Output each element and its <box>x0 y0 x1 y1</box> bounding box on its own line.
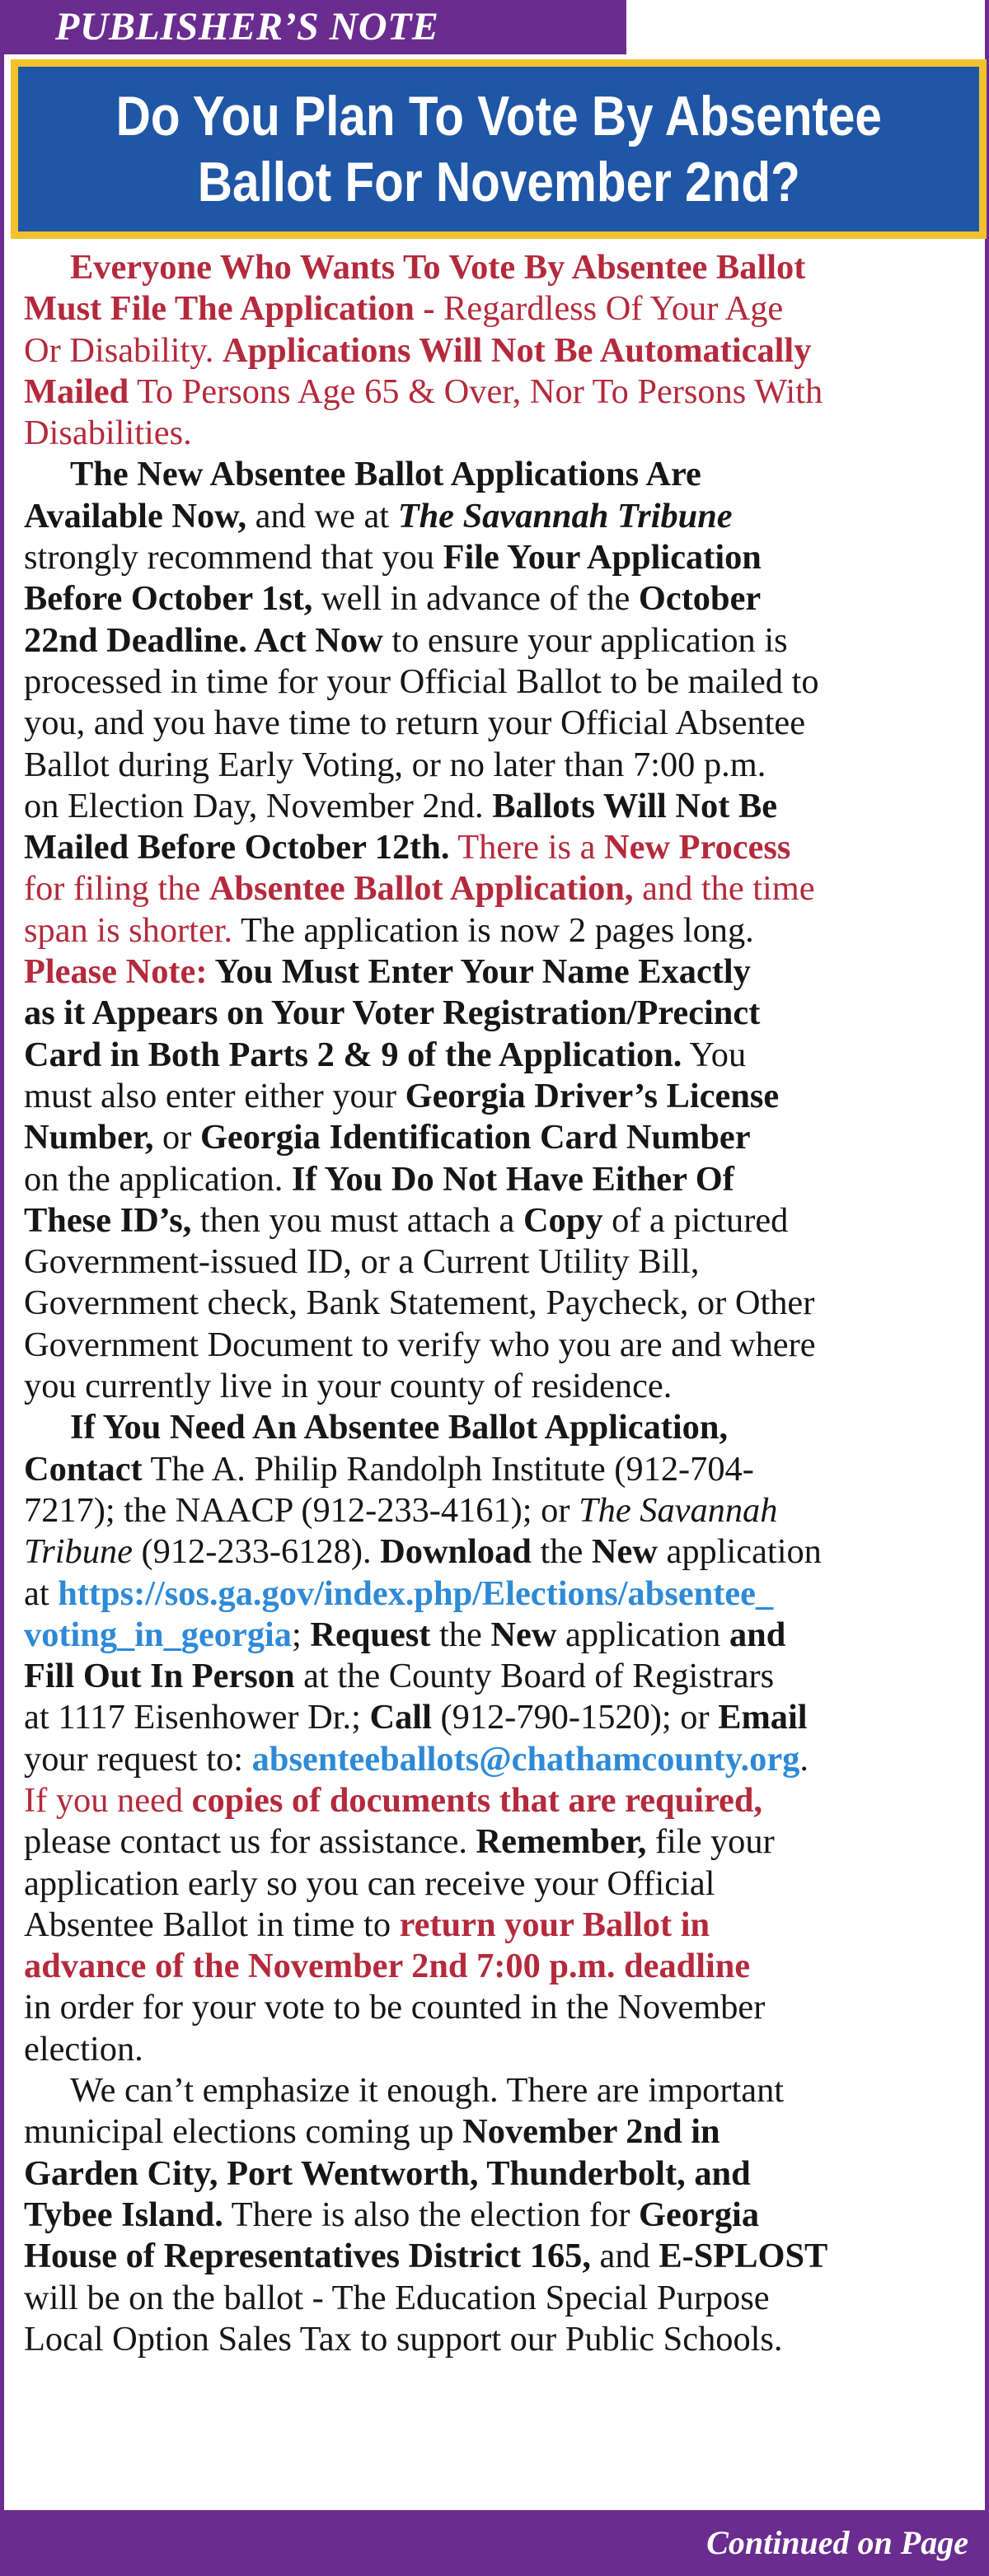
text-span: of a pictured <box>602 1200 789 1240</box>
text-span: Local Option Sales Tax to support our Public Schools. <box>24 2319 783 2359</box>
text-span: Georgia Driver’s License <box>405 1076 780 1115</box>
text-span: or <box>153 1118 200 1157</box>
text-line <box>24 951 973 993</box>
text-span: then you must attach a <box>191 1200 523 1240</box>
text-line <box>24 1159 973 1200</box>
text-span: please contact us for assistance. <box>24 1822 476 1862</box>
text-span: at the County Board of Registrars <box>294 1657 775 1696</box>
text-line <box>24 786 973 827</box>
text-span: Absentee Ballot Application, <box>209 869 634 909</box>
text-span: application early so you can receive your Official <box>24 1863 715 1903</box>
text-span: The Savannah <box>579 1490 778 1530</box>
text-span: the <box>531 1532 592 1572</box>
text-span: Or Disability. <box>24 330 223 370</box>
text-span: advance of the November 2nd 7:00 p.m. deadline <box>24 1947 751 1986</box>
text-line <box>24 2070 973 2111</box>
text-line <box>24 1780 973 1821</box>
text-span: If You Need An Absentee Ballot Application, <box>70 1408 729 1447</box>
text-span: application <box>556 1615 729 1654</box>
text-span: Request <box>310 1615 431 1654</box>
article-body <box>24 247 973 2360</box>
text-span: at <box>24 1573 59 1613</box>
text-span: your request to: <box>24 1739 252 1779</box>
text-span: Fill Out In Person <box>24 1657 295 1696</box>
text-span: the <box>430 1615 491 1654</box>
section-label: PUBLISHER’S NOTE <box>4 0 626 54</box>
text-span: Tribune <box>24 1532 133 1572</box>
text-span: Available Now, <box>24 496 247 535</box>
text-line <box>24 1905 973 1946</box>
text-line <box>24 1573 973 1615</box>
text-line <box>24 1531 973 1573</box>
text-span: Mailed Before October 12th. <box>24 828 450 867</box>
text-span: Card in Both Parts 2 & 9 of the Application. <box>24 1035 682 1074</box>
text-line <box>24 827 973 868</box>
text-line <box>24 1117 973 1158</box>
headline-box <box>11 59 987 239</box>
headline <box>115 83 881 215</box>
text-span: Email <box>718 1698 808 1737</box>
text-span: If You Do Not Have Either Of <box>291 1159 734 1199</box>
text-span: Ballots Will Not Be <box>492 786 778 825</box>
text-span: municipal elections coming up <box>24 2112 463 2152</box>
text-line <box>24 1035 973 1076</box>
text-line <box>24 330 973 372</box>
link-text[interactable]: voting_in_georgia <box>24 1615 292 1654</box>
text-span: and the time <box>633 869 815 909</box>
text-span: File Your Application <box>443 538 762 577</box>
text-span: to ensure your application is <box>382 620 788 660</box>
text-span: at 1117 Eisenhower Dr.; <box>24 1698 370 1737</box>
text-span: for filing the <box>24 869 209 909</box>
text-line <box>24 1697 973 1738</box>
text-line <box>24 1490 973 1531</box>
text-span: Georgia <box>639 2195 760 2234</box>
text-span: (912-233-6128). <box>132 1532 381 1572</box>
text-span: Download <box>380 1532 532 1572</box>
text-span: Call <box>369 1698 432 1737</box>
text-line <box>24 868 973 909</box>
text-line <box>24 1946 973 1987</box>
text-span: There is also the election for <box>223 2195 640 2234</box>
text-span: If you need <box>24 1780 192 1820</box>
text-line <box>24 413 973 454</box>
text-line <box>24 1656 973 1697</box>
text-line <box>24 703 973 744</box>
text-line <box>24 993 973 1034</box>
text-span: The New Absentee Ballot Applications Are <box>70 455 701 494</box>
text-span: Tybee Island. <box>24 2195 223 2234</box>
text-span: Georgia Identification Card Number <box>199 1118 751 1157</box>
text-span: House of Representatives District 165, <box>24 2237 591 2276</box>
text-line <box>24 910 973 951</box>
text-span: Contact <box>24 1449 143 1489</box>
text-span: Government-issued ID, or a Current Utility Bill, <box>24 1242 700 1282</box>
text-line <box>24 496 973 537</box>
text-span: processed in time for your Official Ballot to be mailed to <box>24 662 819 701</box>
text-line <box>24 1615 973 1656</box>
text-span: copies of documents that are required, <box>191 1780 762 1820</box>
text-line <box>24 1283 973 1324</box>
text-line <box>24 1076 973 1117</box>
text-span: Applications Will Not Be Automatically <box>222 330 812 370</box>
text-span: We can’t emphasize it enough. There are important <box>70 2071 785 2111</box>
text-span: strongly recommend that you <box>24 538 443 577</box>
link-text[interactable]: https://sos.ga.gov/index.php/Elections/absentee_ <box>58 1573 774 1613</box>
text-span: Disabilities. <box>24 414 192 453</box>
text-span: Mailed <box>24 372 129 411</box>
text-line <box>24 454 973 495</box>
text-line <box>24 1739 973 1780</box>
text-span: you currently live in your county of residence. <box>24 1367 673 1406</box>
text-span: You Must Enter Your Name Exactly <box>207 952 751 992</box>
text-span: (912-790-1520); or <box>431 1698 719 1737</box>
text-span: election. <box>24 2029 143 2069</box>
text-span: The Savannah Tribune <box>397 496 733 535</box>
text-span: Regardless Of Your Age <box>443 289 784 329</box>
text-span: There is a <box>449 828 604 867</box>
text-span: as it Appears on Your Voter Registration/Precinct <box>24 993 761 1033</box>
text-line <box>24 1325 973 1366</box>
text-line <box>24 745 973 786</box>
text-span: you, and you have time to return your Official Absentee <box>24 704 806 743</box>
text-span: New <box>591 1532 658 1572</box>
text-span: Copy <box>523 1200 603 1240</box>
text-span: New <box>490 1615 557 1654</box>
text-span: These ID’s, <box>24 1200 192 1240</box>
text-span: Number, <box>24 1118 154 1157</box>
text-span: You <box>682 1035 747 1074</box>
text-span: return your Ballot in <box>399 1905 710 1944</box>
text-span: 22nd Deadline. Act Now <box>24 620 383 660</box>
link-text[interactable]: absenteeballots@chathamcounty.org <box>251 1739 800 1779</box>
text-span: Garden City, Port Wentworth, Thunderbolt, and <box>24 2153 751 2193</box>
text-line <box>24 537 973 578</box>
text-span: The A. Philip Randolph Institute (912-704- <box>142 1449 754 1489</box>
text-span: file your <box>646 1822 775 1862</box>
text-span: . <box>799 1739 809 1779</box>
text-span: ; <box>292 1615 311 1654</box>
text-line <box>24 1407 973 1448</box>
text-span: span is shorter. <box>24 910 233 950</box>
text-line <box>24 578 973 619</box>
text-span: Government Document to verify who you are and where <box>24 1325 816 1364</box>
text-line <box>24 1366 973 1407</box>
continued-footer: Continued on Page <box>4 2510 989 2576</box>
text-line <box>24 2153 973 2195</box>
text-span: and we at <box>246 496 398 535</box>
text-line <box>24 662 973 703</box>
text-line <box>24 2195 973 2236</box>
text-line <box>24 2319 973 2360</box>
text-span: To Persons Age 65 & Over, Nor To Persons With <box>129 372 823 411</box>
text-span: 7217); the NAACP (912-233-4161); or <box>24 1490 579 1530</box>
text-span: application <box>657 1532 822 1572</box>
text-span: Everyone Who Wants To Vote By Absentee Ballot <box>70 248 806 287</box>
text-span: and <box>590 2237 659 2276</box>
headline-line-1: Do You Plan To Vote By Absentee <box>115 85 882 147</box>
text-span: Before October 1st, <box>24 579 313 619</box>
text-span: Absentee Ballot in time to <box>24 1905 400 1944</box>
text-span: Please Note: <box>24 952 208 992</box>
text-span: Remember, <box>476 1822 647 1862</box>
text-span: in order for your vote to be counted in the November <box>24 1988 766 2027</box>
text-line <box>24 372 973 413</box>
text-line <box>24 1449 973 1490</box>
text-span: on the application. <box>24 1159 292 1199</box>
text-line <box>24 1987 973 2028</box>
text-line <box>24 1863 973 1905</box>
text-span: and <box>729 1615 786 1654</box>
text-line <box>24 288 973 330</box>
text-line <box>24 1200 973 1241</box>
text-span: on Election Day, November 2nd. <box>24 786 493 825</box>
text-span: Ballot during Early Voting, or no later than 7:00 p.m. <box>24 745 766 784</box>
text-span: November 2nd in <box>462 2112 720 2152</box>
text-line <box>24 2111 973 2153</box>
text-line <box>24 2278 973 2319</box>
text-line <box>24 247 973 288</box>
text-line <box>24 2029 973 2070</box>
text-line <box>24 2236 973 2277</box>
text-span: will be on the ballot - The Education Special Purpose <box>24 2278 770 2317</box>
text-line <box>24 620 973 662</box>
text-line <box>24 1821 973 1863</box>
text-span: must also enter either your <box>24 1076 405 1115</box>
text-span: New Process <box>604 828 791 867</box>
text-span: October <box>638 579 762 619</box>
text-span: Must File The Application - <box>24 289 444 329</box>
text-span: well in advance of the <box>312 579 639 619</box>
text-span: The application is now 2 pages long. <box>232 910 754 950</box>
text-line <box>24 1241 973 1283</box>
headline-line-2: Ballot For November 2nd? <box>197 151 800 213</box>
text-span: E-SPLOST <box>659 2237 828 2276</box>
text-span: Government check, Bank Statement, Paycheck, or Other <box>24 1283 815 1323</box>
